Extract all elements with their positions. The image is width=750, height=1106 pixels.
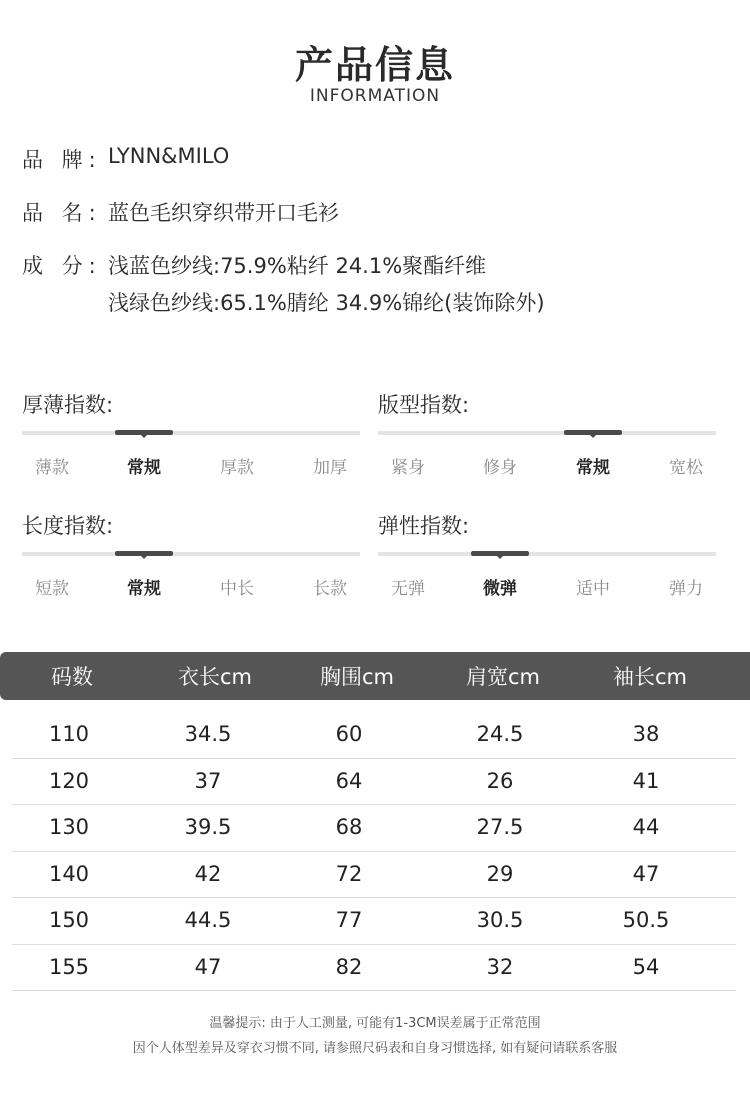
- table-row: [12, 898, 736, 945]
- table-cell: 41: [632, 768, 660, 793]
- table-cell: 120: [48, 768, 90, 793]
- note-line: 温馨提示: 由于人工测量, 可能有1-3CM误差属于正常范围: [209, 1016, 541, 1031]
- index-fit: [378, 389, 716, 477]
- index-options: [22, 453, 360, 477]
- index-options: [22, 574, 360, 598]
- index-option: 弹力: [669, 579, 703, 599]
- page-subtitle: INFORMATION: [309, 86, 441, 106]
- index-option: 适中: [576, 579, 610, 599]
- index-options: [378, 453, 716, 477]
- table-cell: 140: [48, 861, 90, 886]
- table-cell: 42: [194, 861, 222, 886]
- table-cell: 110: [48, 722, 90, 746]
- index-marker: [115, 551, 173, 556]
- table-cell: 47: [632, 861, 660, 886]
- note-line: 因个人体型差异及穿衣习惯不同, 请参照尺码表和自身习惯选择, 如有疑问请联系客服: [132, 1041, 618, 1056]
- index-option: 宽松: [669, 458, 703, 478]
- composition-line: 浅蓝色纱线:75.9%粘纤 24.1%聚酯纤维: [108, 254, 487, 278]
- table-cell: 68: [335, 815, 363, 839]
- table-cell: 38: [632, 722, 660, 746]
- table-cell: 27.5: [476, 815, 524, 839]
- table-cell: 60: [335, 722, 363, 746]
- size-table-header: [0, 652, 750, 700]
- index-track: [378, 552, 716, 556]
- table-cell: 72: [335, 861, 363, 886]
- index-option: 微弹: [483, 579, 517, 599]
- index-option: 薄款: [35, 458, 69, 478]
- index-option: 常规: [127, 458, 161, 478]
- table-cell: 155: [48, 954, 90, 979]
- index-option: 厚款: [220, 458, 254, 478]
- index-option: 长款: [313, 579, 347, 599]
- table-cell: 77: [335, 908, 363, 932]
- composition-line: 浅绿色纱线:65.1%腈纶 34.9%锦纶(装饰除外): [108, 291, 545, 315]
- index-marker: [115, 430, 173, 435]
- table-cell: 130: [48, 815, 90, 839]
- index-track: [378, 431, 716, 435]
- size-header-cell: 肩宽cm: [465, 665, 540, 689]
- index-thickness: [22, 389, 360, 477]
- page-title: 产品信息: [294, 43, 455, 87]
- index-marker: [471, 551, 529, 556]
- product-name-value: 蓝色毛织穿织带开口毛衫: [108, 201, 339, 225]
- table-row: [12, 712, 736, 759]
- index-title: 弹性指数:: [378, 514, 470, 538]
- table-cell: 39.5: [184, 815, 232, 839]
- table-cell: 44.5: [184, 908, 232, 932]
- index-title: 厚薄指数:: [22, 393, 114, 417]
- composition-lines: [108, 250, 545, 317]
- brand-value: LYNN&MILO: [108, 144, 230, 168]
- composition-label: 成 分:: [22, 254, 102, 278]
- table-cell: 50.5: [622, 908, 670, 932]
- index-option: 加厚: [313, 458, 347, 478]
- table-cell: 34.5: [184, 722, 232, 746]
- table-cell: 30.5: [476, 908, 524, 932]
- index-option: 无弹: [391, 579, 425, 599]
- table-row: [12, 852, 736, 899]
- table-cell: 32: [486, 954, 514, 979]
- table-cell: 64: [335, 768, 363, 793]
- product-name-row: [22, 197, 339, 227]
- index-length: [22, 510, 360, 598]
- index-option: 中长: [220, 579, 254, 599]
- size-header-cell: 码数: [51, 665, 93, 689]
- index-marker: [564, 430, 622, 435]
- table-cell: 44: [632, 815, 660, 839]
- index-option: 常规: [127, 579, 161, 599]
- table-cell: 29: [486, 861, 514, 886]
- index-elasticity: [378, 510, 716, 598]
- table-cell: 82: [335, 954, 363, 979]
- composition-row: [22, 250, 545, 317]
- table-row: [12, 759, 736, 806]
- table-row: [12, 945, 736, 992]
- size-header-cell: 衣长cm: [177, 665, 252, 689]
- size-table: [12, 712, 736, 991]
- index-option: 紧身: [391, 458, 425, 478]
- table-cell: 26: [486, 768, 514, 793]
- table-cell: 150: [48, 908, 90, 932]
- index-option: 常规: [576, 458, 610, 478]
- size-header-cell: 袖长cm: [612, 665, 687, 689]
- index-option: 短款: [35, 579, 69, 599]
- table-cell: 24.5: [476, 722, 524, 746]
- product-name-label: 品 名:: [22, 201, 102, 225]
- index-track: [22, 552, 360, 556]
- index-track: [22, 431, 360, 435]
- table-cell: 54: [632, 954, 660, 979]
- index-option: 修身: [483, 458, 517, 478]
- index-title: 版型指数:: [378, 393, 470, 417]
- size-header-cell: 胸围cm: [319, 665, 394, 689]
- table-cell: 37: [194, 768, 222, 793]
- table-row: [12, 805, 736, 852]
- index-title: 长度指数:: [22, 514, 114, 538]
- brand-label: 品 牌:: [22, 148, 102, 172]
- index-options: [378, 574, 716, 598]
- brand-row: [22, 144, 229, 174]
- table-cell: 47: [194, 954, 222, 979]
